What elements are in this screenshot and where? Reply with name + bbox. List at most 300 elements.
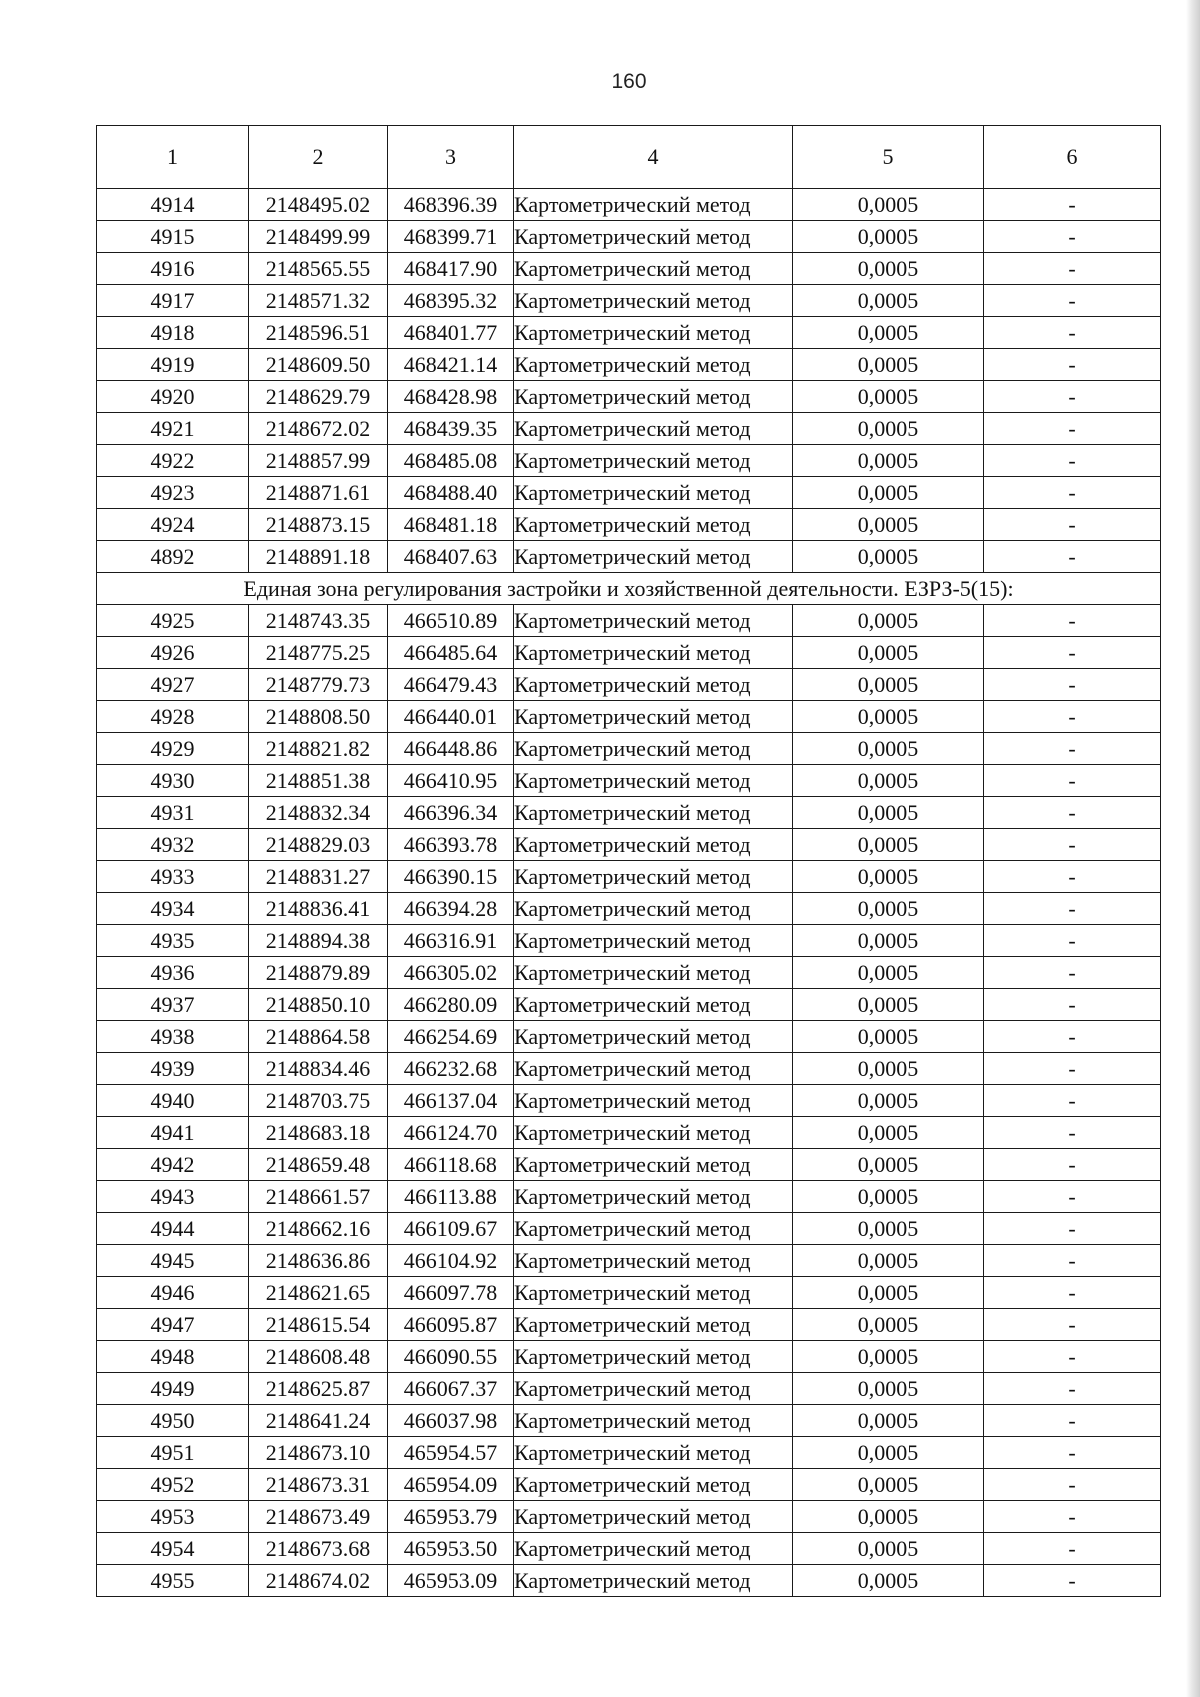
point-number-cell: 4925 [97, 605, 249, 637]
section-row [97, 573, 1161, 605]
y-coordinate-cell: 466280.09 [388, 989, 514, 1021]
y-coordinate-cell: 466090.55 [388, 1341, 514, 1373]
y-coordinate-cell: 465953.50 [388, 1533, 514, 1565]
point-number-cell: 4928 [97, 701, 249, 733]
section-title: Единая зона регулирования застройки и хозяйственной деятельности. ЕЗРЗ-5(15): [97, 573, 1161, 605]
point-number-cell: 4941 [97, 1117, 249, 1149]
point-number-cell: 4920 [97, 381, 249, 413]
x-coordinate-cell: 2148743.35 [249, 605, 388, 637]
accuracy-cell: 0,0005 [793, 637, 984, 669]
y-coordinate-cell: 466097.78 [388, 1277, 514, 1309]
note-cell: - [984, 1021, 1161, 1053]
accuracy-cell: 0,0005 [793, 989, 984, 1021]
note-cell: - [984, 1533, 1161, 1565]
point-number-cell: 4921 [97, 413, 249, 445]
point-number-cell: 4952 [97, 1469, 249, 1501]
method-cell: Картометрический метод [514, 1149, 793, 1181]
method-cell: Картометрический метод [514, 1501, 793, 1533]
table-row [97, 1277, 1161, 1309]
y-coordinate-cell: 466448.86 [388, 733, 514, 765]
method-cell: Картометрический метод [514, 1405, 793, 1437]
x-coordinate-cell: 2148661.57 [249, 1181, 388, 1213]
note-cell: - [984, 637, 1161, 669]
method-cell: Картометрический метод [514, 829, 793, 861]
x-coordinate-cell: 2148621.65 [249, 1277, 388, 1309]
x-coordinate-cell: 2148891.18 [249, 541, 388, 573]
point-number-cell: 4918 [97, 317, 249, 349]
note-cell: - [984, 1437, 1161, 1469]
point-number-cell: 4944 [97, 1213, 249, 1245]
x-coordinate-cell: 2148873.15 [249, 509, 388, 541]
accuracy-cell: 0,0005 [793, 1437, 984, 1469]
y-coordinate-cell: 465954.57 [388, 1437, 514, 1469]
accuracy-cell: 0,0005 [793, 605, 984, 637]
method-cell: Картометрический метод [514, 317, 793, 349]
y-coordinate-cell: 468399.71 [388, 221, 514, 253]
coordinates-table [96, 125, 1161, 1597]
accuracy-cell: 0,0005 [793, 1533, 984, 1565]
x-coordinate-cell: 2148894.38 [249, 925, 388, 957]
method-cell: Картометрический метод [514, 1469, 793, 1501]
method-cell: Картометрический метод [514, 253, 793, 285]
x-coordinate-cell: 2148864.58 [249, 1021, 388, 1053]
y-coordinate-cell: 465954.09 [388, 1469, 514, 1501]
point-number-cell: 4942 [97, 1149, 249, 1181]
accuracy-cell: 0,0005 [793, 1213, 984, 1245]
accuracy-cell: 0,0005 [793, 861, 984, 893]
accuracy-cell: 0,0005 [793, 221, 984, 253]
table-row [97, 285, 1161, 317]
note-cell: - [984, 1053, 1161, 1085]
x-coordinate-cell: 2148832.34 [249, 797, 388, 829]
x-coordinate-cell: 2148831.27 [249, 861, 388, 893]
method-cell: Картометрический метод [514, 349, 793, 381]
accuracy-cell: 0,0005 [793, 797, 984, 829]
point-number-cell: 4934 [97, 893, 249, 925]
table-row [97, 989, 1161, 1021]
x-coordinate-cell: 2148565.55 [249, 253, 388, 285]
table-row [97, 381, 1161, 413]
table-row [97, 1501, 1161, 1533]
table-row [97, 765, 1161, 797]
x-coordinate-cell: 2148673.49 [249, 1501, 388, 1533]
accuracy-cell: 0,0005 [793, 893, 984, 925]
table-row [97, 1021, 1161, 1053]
method-cell: Картометрический метод [514, 189, 793, 221]
table-row [97, 637, 1161, 669]
table-row [97, 701, 1161, 733]
table-header-row [97, 126, 1161, 189]
table-row [97, 1181, 1161, 1213]
method-cell: Картометрический метод [514, 925, 793, 957]
method-cell: Картометрический метод [514, 765, 793, 797]
note-cell: - [984, 1117, 1161, 1149]
table-row [97, 1245, 1161, 1277]
table-row [97, 1149, 1161, 1181]
x-coordinate-cell: 2148683.18 [249, 1117, 388, 1149]
x-coordinate-cell: 2148871.61 [249, 477, 388, 509]
x-coordinate-cell: 2148821.82 [249, 733, 388, 765]
point-number-cell: 4938 [97, 1021, 249, 1053]
note-cell: - [984, 669, 1161, 701]
column-header-5: 5 [793, 126, 984, 189]
x-coordinate-cell: 2148779.73 [249, 669, 388, 701]
table-row [97, 1533, 1161, 1565]
x-coordinate-cell: 2148636.86 [249, 1245, 388, 1277]
y-coordinate-cell: 466396.34 [388, 797, 514, 829]
x-coordinate-cell: 2148662.16 [249, 1213, 388, 1245]
table-row [97, 1085, 1161, 1117]
method-cell: Картометрический метод [514, 669, 793, 701]
table-row [97, 1213, 1161, 1245]
note-cell: - [984, 925, 1161, 957]
table-row [97, 669, 1161, 701]
method-cell: Картометрический метод [514, 1181, 793, 1213]
method-cell: Картометрический метод [514, 1309, 793, 1341]
x-coordinate-cell: 2148703.75 [249, 1085, 388, 1117]
point-number-cell: 4947 [97, 1309, 249, 1341]
accuracy-cell: 0,0005 [793, 445, 984, 477]
point-number-cell: 4935 [97, 925, 249, 957]
method-cell: Картометрический метод [514, 957, 793, 989]
x-coordinate-cell: 2148673.31 [249, 1469, 388, 1501]
x-coordinate-cell: 2148850.10 [249, 989, 388, 1021]
note-cell: - [984, 221, 1161, 253]
point-number-cell: 4936 [97, 957, 249, 989]
method-cell: Картометрический метод [514, 1373, 793, 1405]
y-coordinate-cell: 466254.69 [388, 1021, 514, 1053]
x-coordinate-cell: 2148609.50 [249, 349, 388, 381]
table-row [97, 957, 1161, 989]
method-cell: Картометрический метод [514, 285, 793, 317]
note-cell: - [984, 381, 1161, 413]
note-cell: - [984, 957, 1161, 989]
note-cell: - [984, 1309, 1161, 1341]
table-row [97, 733, 1161, 765]
y-coordinate-cell: 468488.40 [388, 477, 514, 509]
method-cell: Картометрический метод [514, 413, 793, 445]
y-coordinate-cell: 466479.43 [388, 669, 514, 701]
method-cell: Картометрический метод [514, 861, 793, 893]
note-cell: - [984, 893, 1161, 925]
note-cell: - [984, 541, 1161, 573]
accuracy-cell: 0,0005 [793, 701, 984, 733]
point-number-cell: 4932 [97, 829, 249, 861]
y-coordinate-cell: 466118.68 [388, 1149, 514, 1181]
method-cell: Картометрический метод [514, 733, 793, 765]
point-number-cell: 4939 [97, 1053, 249, 1085]
point-number-cell: 4933 [97, 861, 249, 893]
accuracy-cell: 0,0005 [793, 957, 984, 989]
x-coordinate-cell: 2148834.46 [249, 1053, 388, 1085]
table-row [97, 861, 1161, 893]
x-coordinate-cell: 2148674.02 [249, 1565, 388, 1597]
point-number-cell: 4919 [97, 349, 249, 381]
method-cell: Картометрический метод [514, 1085, 793, 1117]
point-number-cell: 4948 [97, 1341, 249, 1373]
table-group-1 [97, 189, 1161, 573]
method-cell: Картометрический метод [514, 1117, 793, 1149]
x-coordinate-cell: 2148829.03 [249, 829, 388, 861]
y-coordinate-cell: 466037.98 [388, 1405, 514, 1437]
point-number-cell: 4914 [97, 189, 249, 221]
x-coordinate-cell: 2148659.48 [249, 1149, 388, 1181]
y-coordinate-cell: 468481.18 [388, 509, 514, 541]
y-coordinate-cell: 466390.15 [388, 861, 514, 893]
note-cell: - [984, 797, 1161, 829]
x-coordinate-cell: 2148596.51 [249, 317, 388, 349]
note-cell: - [984, 317, 1161, 349]
note-cell: - [984, 1373, 1161, 1405]
x-coordinate-cell: 2148879.89 [249, 957, 388, 989]
table-row [97, 1117, 1161, 1149]
method-cell: Картометрический метод [514, 381, 793, 413]
method-cell: Картометрический метод [514, 1245, 793, 1277]
note-cell: - [984, 1181, 1161, 1213]
method-cell: Картометрический метод [514, 1437, 793, 1469]
y-coordinate-cell: 468439.35 [388, 413, 514, 445]
y-coordinate-cell: 468395.32 [388, 285, 514, 317]
y-coordinate-cell: 466095.87 [388, 1309, 514, 1341]
x-coordinate-cell: 2148495.02 [249, 189, 388, 221]
table-group-2 [97, 605, 1161, 1597]
accuracy-cell: 0,0005 [793, 317, 984, 349]
accuracy-cell: 0,0005 [793, 381, 984, 413]
x-coordinate-cell: 2148857.99 [249, 445, 388, 477]
column-header-2: 2 [249, 126, 388, 189]
note-cell: - [984, 349, 1161, 381]
accuracy-cell: 0,0005 [793, 189, 984, 221]
y-coordinate-cell: 466485.64 [388, 637, 514, 669]
x-coordinate-cell: 2148673.68 [249, 1533, 388, 1565]
table-row [97, 445, 1161, 477]
accuracy-cell: 0,0005 [793, 669, 984, 701]
point-number-cell: 4940 [97, 1085, 249, 1117]
method-cell: Картометрический метод [514, 701, 793, 733]
table-row [97, 1405, 1161, 1437]
point-number-cell: 4926 [97, 637, 249, 669]
note-cell: - [984, 989, 1161, 1021]
note-cell: - [984, 477, 1161, 509]
accuracy-cell: 0,0005 [793, 1565, 984, 1597]
accuracy-cell: 0,0005 [793, 1405, 984, 1437]
accuracy-cell: 0,0005 [793, 1053, 984, 1085]
method-cell: Картометрический метод [514, 797, 793, 829]
y-coordinate-cell: 466232.68 [388, 1053, 514, 1085]
method-cell: Картометрический метод [514, 1213, 793, 1245]
scan-edge-shadow [1186, 0, 1200, 1697]
y-coordinate-cell: 466113.88 [388, 1181, 514, 1213]
note-cell: - [984, 861, 1161, 893]
note-cell: - [984, 413, 1161, 445]
note-cell: - [984, 701, 1161, 733]
note-cell: - [984, 285, 1161, 317]
table-row [97, 797, 1161, 829]
y-coordinate-cell: 466104.92 [388, 1245, 514, 1277]
method-cell: Картометрический метод [514, 637, 793, 669]
point-number-cell: 4924 [97, 509, 249, 541]
point-number-cell: 4954 [97, 1533, 249, 1565]
accuracy-cell: 0,0005 [793, 285, 984, 317]
x-coordinate-cell: 2148615.54 [249, 1309, 388, 1341]
y-coordinate-cell: 466305.02 [388, 957, 514, 989]
point-number-cell: 4930 [97, 765, 249, 797]
point-number-cell: 4927 [97, 669, 249, 701]
note-cell: - [984, 189, 1161, 221]
table-row [97, 1565, 1161, 1597]
accuracy-cell: 0,0005 [793, 1085, 984, 1117]
x-coordinate-cell: 2148571.32 [249, 285, 388, 317]
accuracy-cell: 0,0005 [793, 1469, 984, 1501]
table-row [97, 829, 1161, 861]
point-number-cell: 4953 [97, 1501, 249, 1533]
accuracy-cell: 0,0005 [793, 1373, 984, 1405]
column-header-6: 6 [984, 126, 1161, 189]
note-cell: - [984, 509, 1161, 541]
y-coordinate-cell: 465953.79 [388, 1501, 514, 1533]
accuracy-cell: 0,0005 [793, 925, 984, 957]
accuracy-cell: 0,0005 [793, 733, 984, 765]
table-row [97, 349, 1161, 381]
y-coordinate-cell: 468396.39 [388, 189, 514, 221]
accuracy-cell: 0,0005 [793, 1117, 984, 1149]
table-section [97, 573, 1161, 605]
point-number-cell: 4917 [97, 285, 249, 317]
point-number-cell: 4915 [97, 221, 249, 253]
note-cell: - [984, 445, 1161, 477]
y-coordinate-cell: 468485.08 [388, 445, 514, 477]
accuracy-cell: 0,0005 [793, 1181, 984, 1213]
note-cell: - [984, 1405, 1161, 1437]
method-cell: Картометрический метод [514, 509, 793, 541]
point-number-cell: 4931 [97, 797, 249, 829]
x-coordinate-cell: 2148836.41 [249, 893, 388, 925]
table-row [97, 1469, 1161, 1501]
method-cell: Картометрический метод [514, 1053, 793, 1085]
method-cell: Картометрический метод [514, 893, 793, 925]
note-cell: - [984, 1277, 1161, 1309]
accuracy-cell: 0,0005 [793, 1501, 984, 1533]
note-cell: - [984, 253, 1161, 285]
x-coordinate-cell: 2148608.48 [249, 1341, 388, 1373]
accuracy-cell: 0,0005 [793, 477, 984, 509]
table-row [97, 477, 1161, 509]
accuracy-cell: 0,0005 [793, 1149, 984, 1181]
method-cell: Картометрический метод [514, 221, 793, 253]
accuracy-cell: 0,0005 [793, 413, 984, 445]
note-cell: - [984, 829, 1161, 861]
table-row [97, 221, 1161, 253]
point-number-cell: 4923 [97, 477, 249, 509]
table-row [97, 893, 1161, 925]
method-cell: Картометрический метод [514, 477, 793, 509]
accuracy-cell: 0,0005 [793, 1341, 984, 1373]
note-cell: - [984, 733, 1161, 765]
accuracy-cell: 0,0005 [793, 1309, 984, 1341]
accuracy-cell: 0,0005 [793, 765, 984, 797]
y-coordinate-cell: 466137.04 [388, 1085, 514, 1117]
accuracy-cell: 0,0005 [793, 829, 984, 861]
table-row [97, 605, 1161, 637]
x-coordinate-cell: 2148641.24 [249, 1405, 388, 1437]
method-cell: Картометрический метод [514, 1341, 793, 1373]
point-number-cell: 4937 [97, 989, 249, 1021]
x-coordinate-cell: 2148775.25 [249, 637, 388, 669]
point-number-cell: 4955 [97, 1565, 249, 1597]
accuracy-cell: 0,0005 [793, 349, 984, 381]
accuracy-cell: 0,0005 [793, 541, 984, 573]
method-cell: Картометрический метод [514, 445, 793, 477]
table-row [97, 413, 1161, 445]
column-header-4: 4 [514, 126, 793, 189]
note-cell: - [984, 1469, 1161, 1501]
y-coordinate-cell: 466067.37 [388, 1373, 514, 1405]
point-number-cell: 4950 [97, 1405, 249, 1437]
method-cell: Картометрический метод [514, 1277, 793, 1309]
point-number-cell: 4922 [97, 445, 249, 477]
note-cell: - [984, 1565, 1161, 1597]
y-coordinate-cell: 466394.28 [388, 893, 514, 925]
method-cell: Картометрический метод [514, 1021, 793, 1053]
x-coordinate-cell: 2148499.99 [249, 221, 388, 253]
point-number-cell: 4929 [97, 733, 249, 765]
page-number: 160 [611, 70, 647, 93]
y-coordinate-cell: 468407.63 [388, 541, 514, 573]
column-header-1: 1 [97, 126, 249, 189]
x-coordinate-cell: 2148629.79 [249, 381, 388, 413]
method-cell: Картометрический метод [514, 1565, 793, 1597]
method-cell: Картометрический метод [514, 605, 793, 637]
note-cell: - [984, 605, 1161, 637]
note-cell: - [984, 1501, 1161, 1533]
table-row [97, 1437, 1161, 1469]
point-number-cell: 4951 [97, 1437, 249, 1469]
y-coordinate-cell: 466440.01 [388, 701, 514, 733]
y-coordinate-cell: 468401.77 [388, 317, 514, 349]
table-row [97, 541, 1161, 573]
y-coordinate-cell: 466124.70 [388, 1117, 514, 1149]
note-cell: - [984, 1341, 1161, 1373]
x-coordinate-cell: 2148851.38 [249, 765, 388, 797]
y-coordinate-cell: 466410.95 [388, 765, 514, 797]
table-row [97, 1341, 1161, 1373]
table-row [97, 253, 1161, 285]
method-cell: Картометрический метод [514, 1533, 793, 1565]
x-coordinate-cell: 2148673.10 [249, 1437, 388, 1469]
note-cell: - [984, 1085, 1161, 1117]
y-coordinate-cell: 466393.78 [388, 829, 514, 861]
x-coordinate-cell: 2148625.87 [249, 1373, 388, 1405]
x-coordinate-cell: 2148808.50 [249, 701, 388, 733]
table-row [97, 1053, 1161, 1085]
point-number-cell: 4916 [97, 253, 249, 285]
y-coordinate-cell: 466316.91 [388, 925, 514, 957]
column-header-3: 3 [388, 126, 514, 189]
accuracy-cell: 0,0005 [793, 1277, 984, 1309]
x-coordinate-cell: 2148672.02 [249, 413, 388, 445]
method-cell: Картометрический метод [514, 541, 793, 573]
table-row [97, 317, 1161, 349]
y-coordinate-cell: 465953.09 [388, 1565, 514, 1597]
point-number-cell: 4943 [97, 1181, 249, 1213]
table-row [97, 925, 1161, 957]
table-row [97, 509, 1161, 541]
point-number-cell: 4949 [97, 1373, 249, 1405]
accuracy-cell: 0,0005 [793, 253, 984, 285]
note-cell: - [984, 1213, 1161, 1245]
table-row [97, 189, 1161, 221]
table-row [97, 1373, 1161, 1405]
